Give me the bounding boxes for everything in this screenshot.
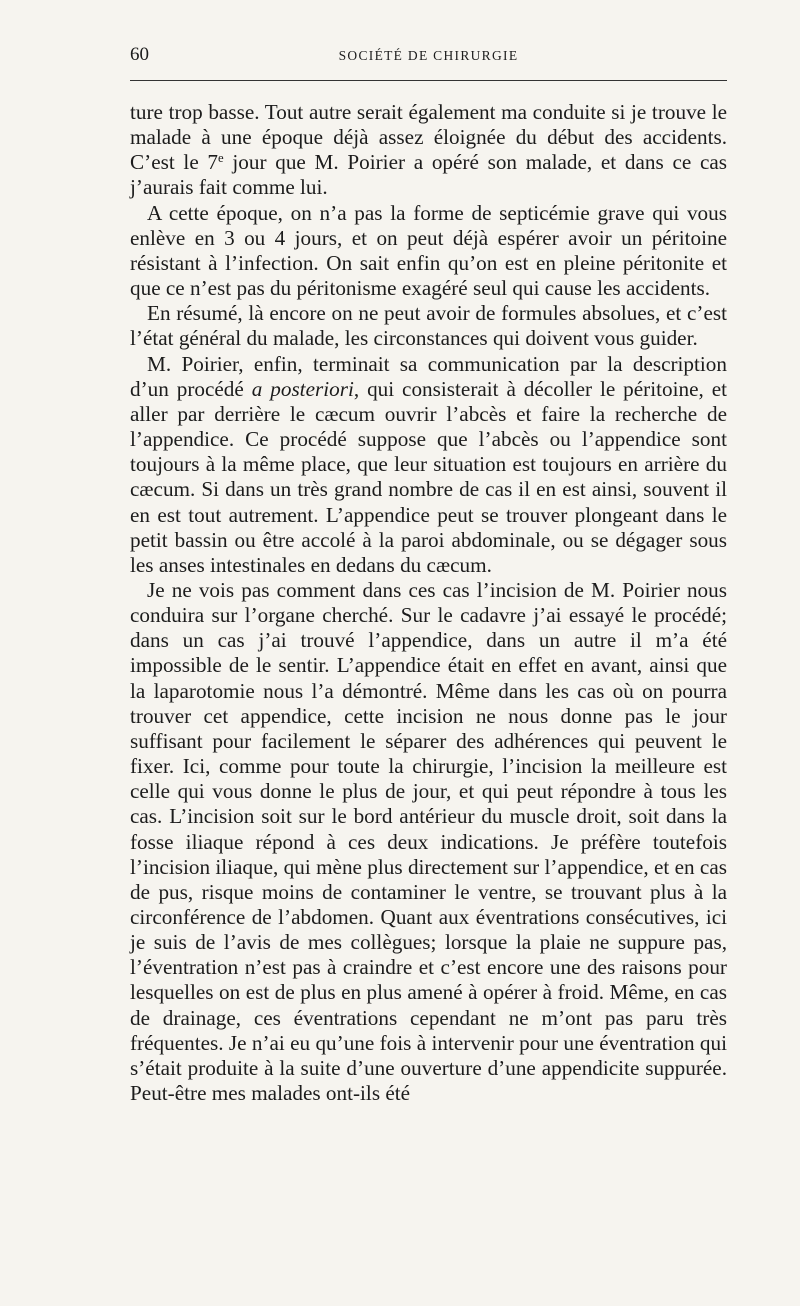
paragraph: Je ne vois pas comment dans ces cas l’incision de M. Poirier nous conduira sur l’organe cherché. Sur le cadavre j’ai essayé le procédé; dans un cas j’ai trouvé l’appendice, dans un autre il m’a été impossible de le sentir. L’appendice était en effet en avant, ainsi que la laparotomie nous l’a démontré. Même dans les cas où on pourra trouver cet appendice, cette incision ne nous donne pas le jour suffisant pour facilement le séparer des adhérences qui peuvent le fixer. Ici, comme pour toute la chirurgie, l’incision la meilleure est celle qui vous donne le plus de jour, et qui peut répondre à tous les cas. L’incision soit sur le bord antérieur du muscle droit, soit dans la fosse iliaque répond à ces deux indications. Je préfère toutefois l’incision iliaque, qui mène plus directement sur l’appendice, et en cas de pus, risque moins de contaminer le ventre, se trouvant plus à la circonférence de l’abdomen. Quant aux éventrations consécutives, ici je suis de l’avis de mes collègues; lorsque la plaie ne suppure pas, l’éventration n’est pas à craindre et c’est encore une des raisons pour lesquelles on est de plus en plus amené à opérer à froid. Même, en cas de drainage, ces éventrations cependant ne m’ont pas paru très fréquentes. Je n’ai eu qu’une fois à intervenir pour une éventration qui s’était produite à la suite d’une ouverture d’une appendicite suppurée. Peut-être mes malades ont-ils été	[130, 577, 727, 1106]
ordinal-superscript: e	[218, 151, 224, 166]
italic-term: a posteriori	[251, 376, 354, 401]
header-rule	[130, 80, 727, 81]
paragraph: En résumé, là encore on ne peut avoir de formules absolues, et c’est l’état général du malade, les circonstances qui doivent vous guider.	[130, 301, 727, 351]
page-number: 60	[130, 44, 149, 65]
paragraph-text: jour que M. Poirier a opéré son malade, et dans ce cas j’aurais fait comme lui.	[130, 150, 728, 200]
page-header	[130, 44, 727, 72]
paragraph	[130, 100, 727, 201]
running-title: SOCIÉTÉ DE CHIRURGIE	[338, 48, 519, 63]
paragraph: A cette époque, on n’a pas la forme de septicémie grave qui vous enlève en 3 ou 4 jours, et on peut déjà espérer avoir un péritoine résistant à l’infection. On sait enfin qu’on est en pleine péritonite et que ce n’est pas du péritonisme exagéré seul qui cause les accidents.	[130, 200, 727, 301]
paragraph-text: ture trop basse. Tout autre serait également ma conduite si je trouve le malade à une époque déjà assez éloignée du début des accidents. C’est le 7	[130, 100, 727, 175]
body-text	[130, 100, 727, 1106]
paragraph-text: M. Poirier, enfin, terminait sa communication par la description d’un procédé	[130, 351, 727, 401]
paragraph	[130, 352, 727, 578]
paragraph-text: , qui consisterait à décoller le péritoine, et aller par derrière le cæcum ouvrir l’abcès et faire la recherche de l’appendice. Ce procédé suppose que l’abcès ou l’appendice sont toujours à la même place, que leur situation est toujours en arrière du cæcum. Si dans un très grand nombre de cas il en est ainsi, souvent il en est tout autrement. L’appendice peut se trouver plongeant dans le petit bassin ou être accolé à la paroi abdominale, ou se dégager sous les anses intestinales en dedans du cæcum.	[130, 376, 727, 577]
